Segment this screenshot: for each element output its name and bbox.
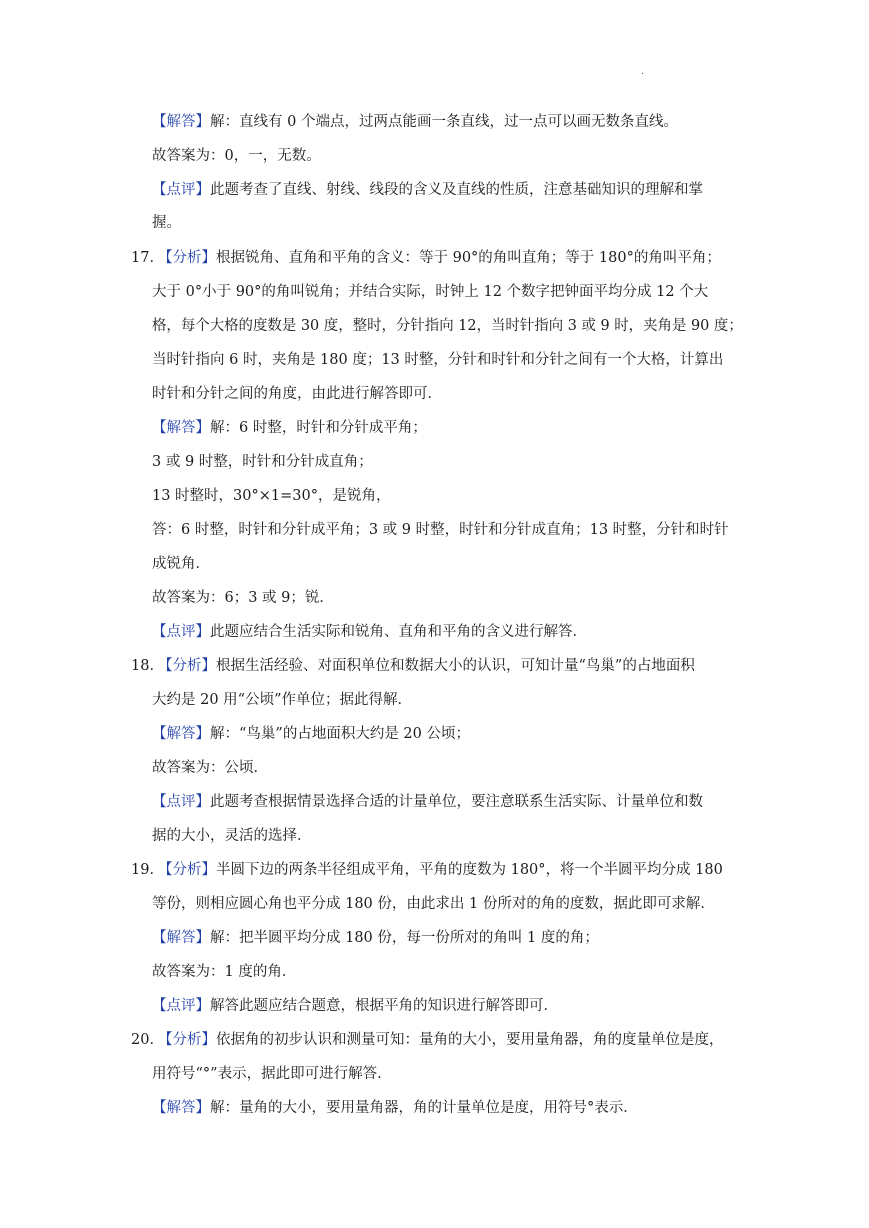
answer-tag: 【解答】 [152, 726, 210, 742]
q17-analysis-3: 格，每个大格的度数是 30 度，整时，分针指向 12，当时针指向 3 或 9 时，夹角是 90 度； [152, 318, 743, 334]
q16-review-line [152, 180, 703, 200]
q17-answer-4: 答：6 时整，时针和分针成平角；3 或 9 时整，时针和分针成直角；13 时整，分针和时针 [152, 522, 729, 538]
q19-analysis-2: 等份，则相应圆心角也平分成 180 份，由此求出 1 份所对的角的度数，据此即可求解． [152, 896, 715, 912]
q18-review-1: 此题考查根据情景选择合适的计量单位，要注意联系生活实际、计量单位和数 [210, 794, 703, 810]
answer-tag: 【解答】 [152, 930, 210, 946]
q18-analysis-1: 根据生活经验、对面积单位和数据大小的认识，可知计量“鸟巢”的占地面积 [216, 658, 695, 674]
q19-analysis-line [158, 860, 723, 880]
q20-analysis-line [158, 1030, 724, 1050]
q17-review-line [152, 622, 587, 642]
q20-analysis-2: 用符号“°”表示，据此即可进行解答． [152, 1066, 392, 1082]
q20-answer-line [152, 1098, 638, 1118]
q19-result: 故答案为：1 度的角． [152, 964, 297, 980]
q17-answer-line [152, 418, 427, 438]
q17-analysis-2: 大于 0°小于 90°的角叫锐角；并结合实际，时钟上 12 个数字把钟面平均分成 12 个大 [152, 284, 709, 300]
q20-analysis-1: 依据角的初步认识和测量可知：量角的大小，要用量角器，角的度量单位是度， [216, 1032, 724, 1048]
review-tag: 【点评】 [152, 998, 210, 1014]
q17-review: 此题应结合生活实际和锐角、直角和平角的含义进行解答． [210, 624, 587, 640]
analysis-tag: 【分析】 [158, 1032, 216, 1048]
q17-analysis-line [158, 248, 721, 268]
q19-answer-line [152, 928, 599, 948]
answer-tag: 【解答】 [152, 420, 210, 436]
q16-answer-line [152, 112, 678, 132]
review-tag: 【点评】 [152, 794, 210, 810]
q18-answer-line [152, 724, 470, 744]
q19-review: 解答此题应结合题意，根据平角的知识进行解答即可． [210, 998, 558, 1014]
q17-number: 17． [131, 250, 164, 266]
q18-analysis-line [158, 656, 695, 676]
q17-answer-2: 3 或 9 时整，时针和分针成直角； [152, 454, 373, 470]
q16-review-1: 此题考查了直线、射线、线段的含义及直线的性质，注意基础知识的理解和掌 [210, 182, 703, 198]
q19-number: 19． [131, 862, 164, 878]
q16-review-2: 握。 [152, 215, 181, 231]
q18-answer: 解：“鸟巢”的占地面积大约是 20 公顷； [210, 726, 470, 742]
q19-answer: 解：把半圆平均分成 180 份，每一份所对的角叫 1 度的角； [210, 930, 599, 946]
review-tag: 【点评】 [152, 624, 210, 640]
q19-review-line [152, 996, 558, 1016]
q17-analysis-4: 当时针指向 6 时，夹角是 180 度；13 时整，分针和时针和分针之间有一个大格，计算出 [152, 352, 724, 368]
q17-answer-5: 成锐角． [152, 556, 210, 572]
q17-result: 故答案为：6；3 或 9；锐． [152, 590, 334, 606]
q18-analysis-2: 大约是 20 用“公顷”作单位；据此得解． [152, 692, 412, 708]
review-tag: 【点评】 [152, 182, 210, 198]
answer-tag: 【解答】 [152, 114, 210, 130]
q16-result: 故答案为：0，一，无数。 [152, 148, 321, 164]
q20-number: 20． [131, 1032, 164, 1048]
q18-result: 故答案为：公顷． [152, 760, 268, 776]
answer-tag: 【解答】 [152, 1100, 210, 1116]
analysis-tag: 【分析】 [158, 250, 216, 266]
q17-answer-3: 13 时整时，30°×1=30°，是锐角， [152, 488, 391, 504]
q18-review-line [152, 792, 703, 812]
q17-analysis-5: 时针和分针之间的角度，由此进行解答即可． [152, 386, 442, 402]
q18-number: 18． [131, 658, 164, 674]
q17-answer-1: 解：6 时整，时针和分针成平角； [210, 420, 427, 436]
q16-answer: 解：直线有 0 个端点，过两点能画一条直线，过一点可以画无数条直线。 [210, 114, 678, 130]
corner-mark: . [641, 66, 645, 77]
q17-analysis-1: 根据锐角、直角和平角的含义：等于 90°的角叫直角；等于 180°的角叫平角； [216, 250, 721, 266]
q20-answer: 解：量角的大小，要用量角器，角的计量单位是度，用符号°表示． [210, 1100, 638, 1116]
analysis-tag: 【分析】 [158, 862, 216, 878]
q19-analysis-1: 半圆下边的两条半径组成平角，平角的度数为 180°，将一个半圆平均分成 180 [216, 862, 723, 878]
analysis-tag: 【分析】 [158, 658, 216, 674]
q18-review-2: 据的大小，灵活的选择． [152, 828, 312, 844]
